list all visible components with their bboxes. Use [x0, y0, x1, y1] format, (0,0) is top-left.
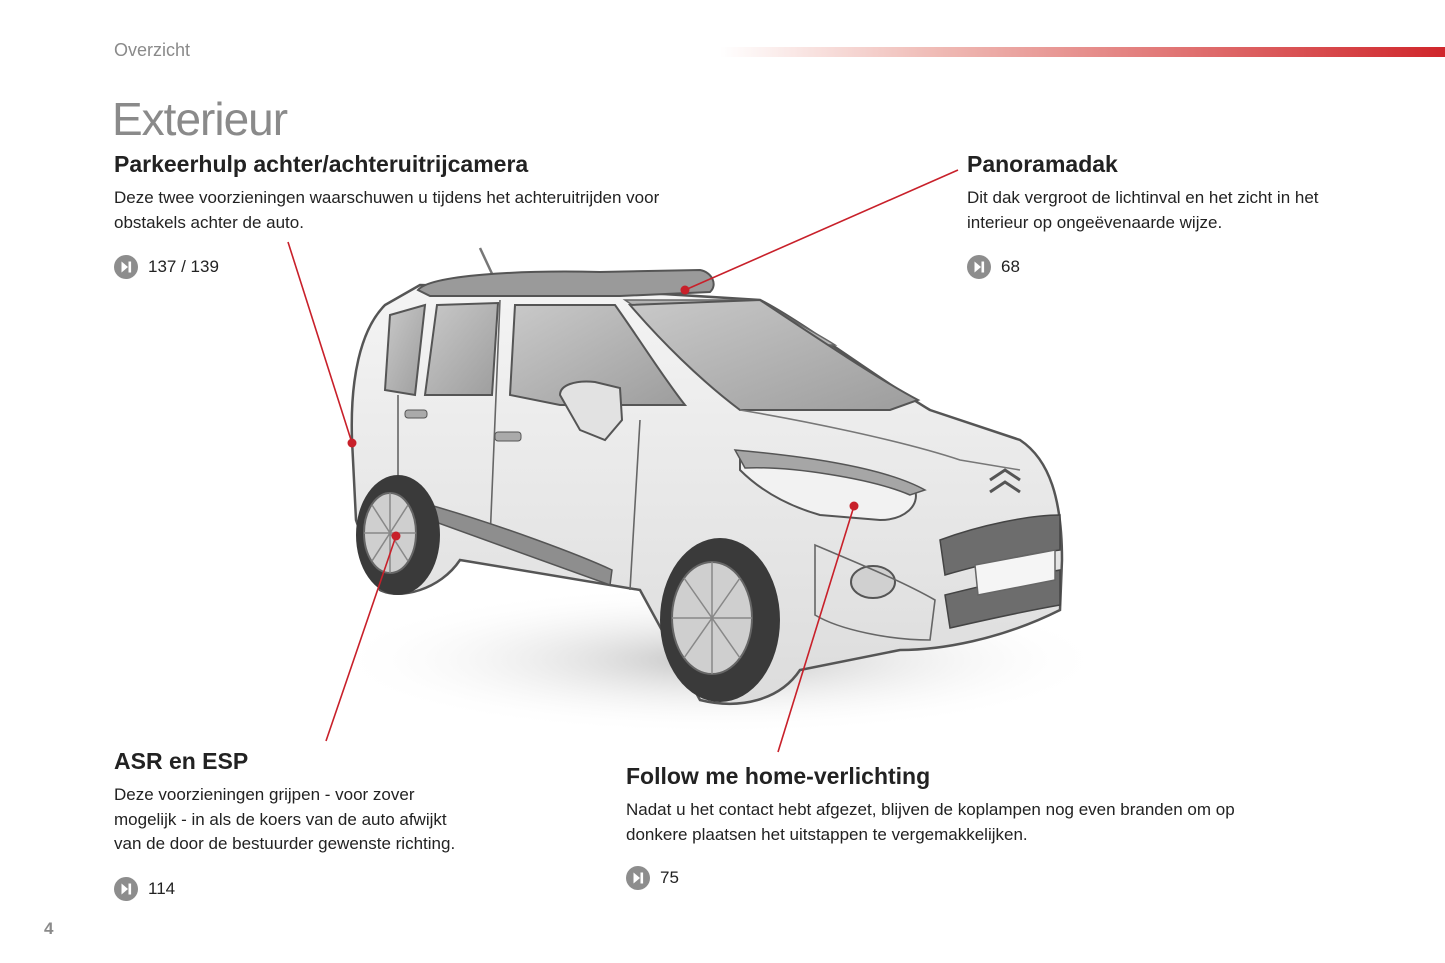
panoramic-roof-page-ref[interactable] [967, 255, 1020, 279]
front-wheel [660, 538, 780, 702]
panoramic-roof-title: Panoramadak [967, 151, 1118, 177]
follow-me-home-page-ref[interactable] [626, 866, 679, 890]
parking-assist-description [114, 186, 734, 235]
follow-me-home-title: Follow me home-verlichting [626, 763, 931, 789]
asr-esp-description [114, 783, 534, 857]
skip-forward-icon [114, 255, 138, 279]
panoramic-roof-desc-line: Dit dak vergroot de lichtinval en het zicht in het [967, 188, 1319, 207]
page-ref-text: 75 [660, 868, 679, 887]
section-label: Overzicht [114, 40, 191, 60]
callout-parking [288, 242, 357, 448]
page-ref-text: 114 [148, 879, 176, 898]
parking-assist-page-ref[interactable] [114, 255, 219, 279]
front-door-handle [495, 432, 521, 441]
asr-esp-desc-line: Deze voorzieningen grijpen - voor zover [114, 785, 415, 804]
follow-me-home-description [626, 798, 1326, 847]
panoramic-roof-desc-line: interieur op ongeëvenaarde wijze. [967, 212, 1223, 232]
asr-esp-desc-line: mogelijk - in als de koers van de auto afwijkt [114, 809, 447, 829]
asr-esp-title: ASR en ESP [114, 748, 249, 774]
page-ref-text: 68 [1001, 257, 1020, 276]
rear-door-handle [405, 410, 427, 418]
follow-me-home-desc-line: Nadat u het contact hebt afgezet, blijven de koplampen nog even branden om op [626, 800, 1235, 819]
parking-assist-desc-line: Deze twee voorzieningen waarschuwen u tijdens het achteruitrijden voor [114, 188, 660, 207]
fog-light [851, 566, 895, 598]
follow-me-home-desc-line: donkere plaatsen het uitstappen te vergemakkelijken. [626, 824, 1028, 844]
parking-assist-desc-line: obstakels achter de auto. [114, 212, 304, 232]
asr-esp-page-ref[interactable] [114, 877, 175, 901]
asr-esp-desc-line: van de door de bestuurder gewenste richting. [114, 834, 456, 853]
page-ref-text: 137 / 139 [148, 257, 219, 276]
parking-assist-title: Parkeerhulp achter/achteruitrijcamera [114, 151, 529, 177]
page-title: Exterieur [112, 93, 288, 145]
roof-rail [418, 270, 714, 296]
page-number: 4 [44, 919, 54, 938]
rear-door-window [425, 303, 498, 395]
panoramic-roof-description [967, 186, 1387, 235]
skip-forward-icon [626, 866, 650, 890]
skip-forward-icon [967, 255, 991, 279]
skip-forward-icon [114, 877, 138, 901]
